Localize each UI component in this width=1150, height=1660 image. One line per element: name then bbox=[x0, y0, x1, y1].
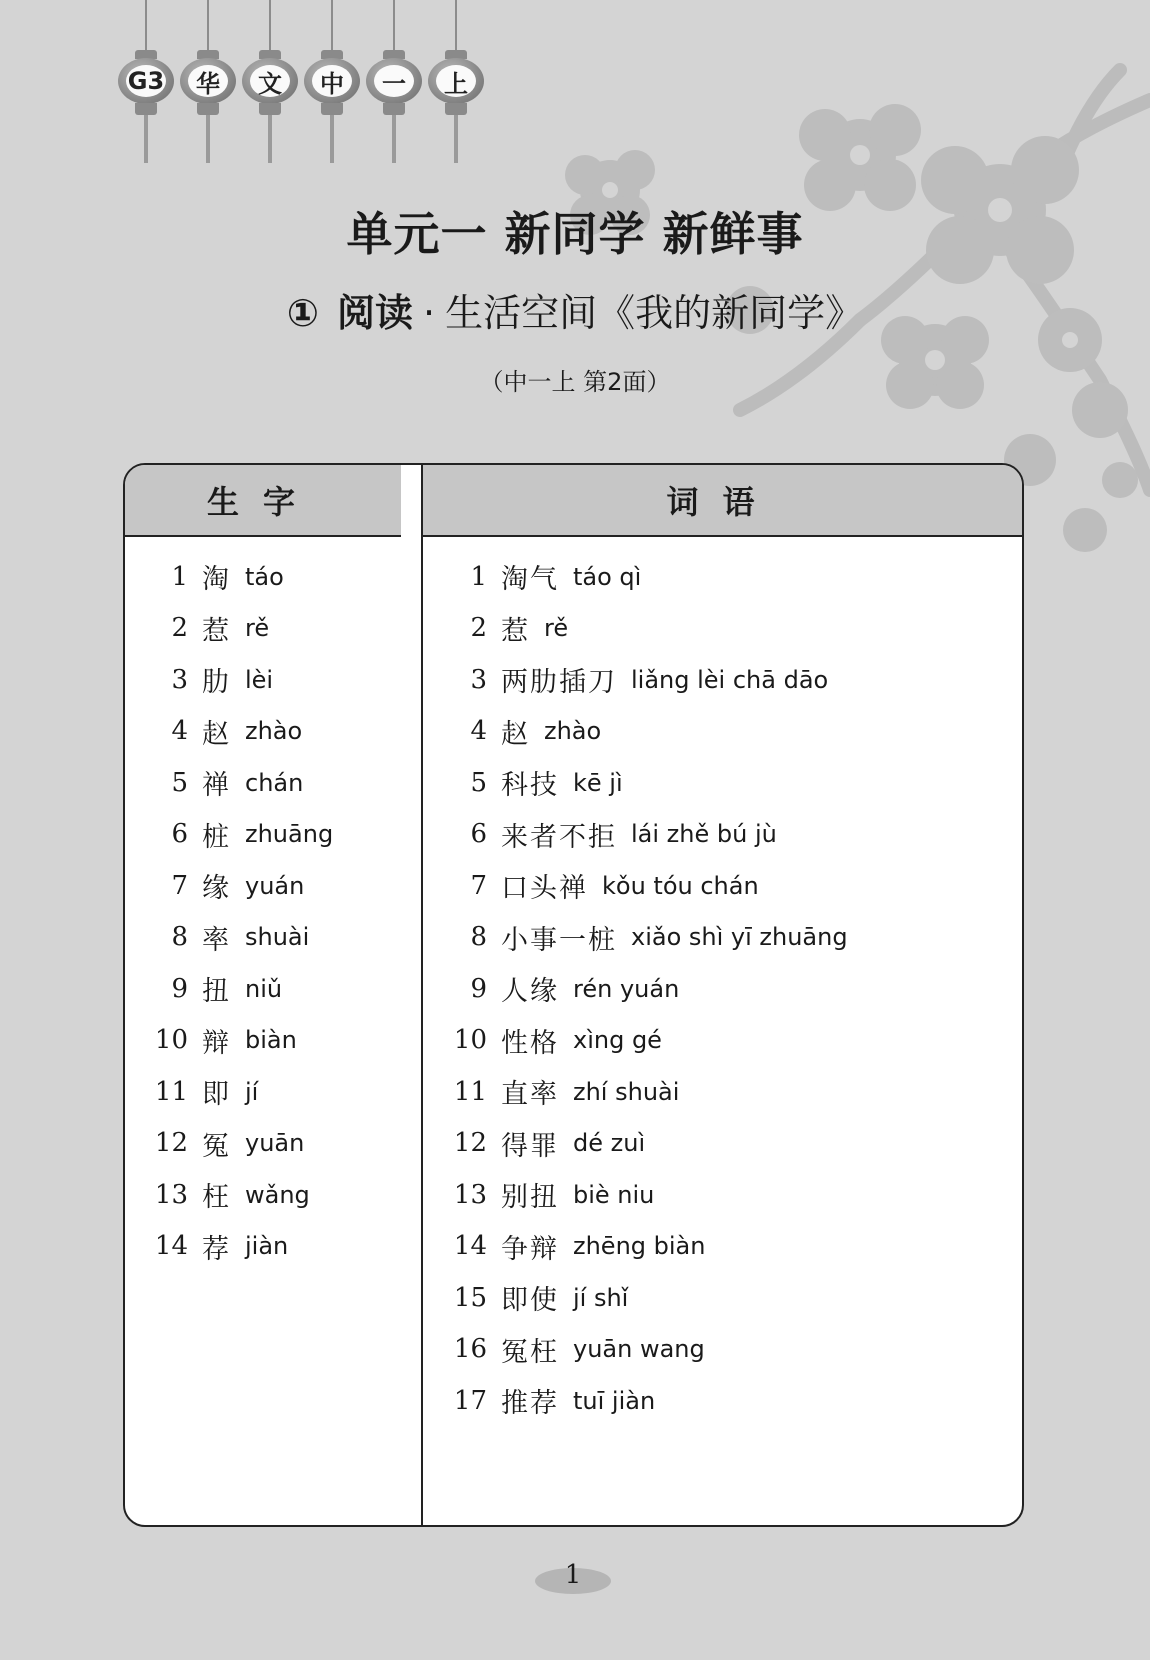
chinese-word: 惹 bbox=[501, 615, 530, 647]
chinese-word: 推荐 bbox=[501, 1388, 559, 1420]
pinyin: yuán bbox=[245, 871, 305, 900]
pinyin: niǔ bbox=[245, 974, 283, 1003]
item-number: 15 bbox=[453, 1282, 487, 1313]
pinyin: shuài bbox=[245, 923, 310, 952]
list-item bbox=[125, 1015, 421, 1067]
lantern bbox=[304, 0, 360, 165]
list-item bbox=[125, 1066, 421, 1118]
characters-list bbox=[125, 551, 421, 1272]
list-item bbox=[423, 757, 1022, 809]
list-item bbox=[125, 1169, 421, 1221]
chinese-word: 别扭 bbox=[501, 1182, 559, 1214]
list-item bbox=[423, 1015, 1022, 1067]
item-number: 17 bbox=[453, 1385, 487, 1416]
chinese-character: 荐 bbox=[202, 1233, 231, 1265]
item-number: 11 bbox=[453, 1076, 487, 1107]
item-number: 3 bbox=[470, 664, 487, 695]
pinyin: wǎng bbox=[245, 1180, 310, 1209]
item-number: 12 bbox=[453, 1128, 487, 1159]
list-item bbox=[125, 654, 421, 706]
item-number: 1 bbox=[470, 561, 487, 592]
chinese-word: 科技 bbox=[501, 770, 559, 802]
pinyin: dé zuì bbox=[573, 1129, 646, 1158]
level-badge-char: 一 bbox=[374, 65, 414, 97]
lesson-name: 生活空间《我的新同学》 bbox=[445, 291, 864, 335]
item-number: 14 bbox=[154, 1231, 188, 1262]
lantern-header bbox=[118, 0, 508, 165]
list-item bbox=[423, 654, 1022, 706]
pinyin: yuān bbox=[245, 1129, 305, 1158]
pinyin: biàn bbox=[245, 1026, 297, 1055]
chinese-character: 赵 bbox=[202, 718, 231, 750]
list-item bbox=[423, 809, 1022, 861]
item-number: 2 bbox=[171, 613, 188, 644]
chinese-character: 禅 bbox=[202, 770, 231, 802]
chinese-character: 惹 bbox=[202, 615, 231, 647]
chinese-word: 即使 bbox=[501, 1285, 559, 1317]
item-number: 13 bbox=[453, 1179, 487, 1210]
item-number: 7 bbox=[470, 870, 487, 901]
pinyin: zhí shuài bbox=[573, 1077, 680, 1106]
pinyin: lèi bbox=[245, 665, 274, 694]
words-list bbox=[423, 551, 1022, 1427]
list-item bbox=[125, 757, 421, 809]
pinyin: táo bbox=[245, 562, 284, 591]
vocabulary-table bbox=[123, 463, 1024, 1527]
characters-column bbox=[125, 465, 421, 1525]
pinyin: jí bbox=[245, 1077, 259, 1106]
words-column bbox=[423, 465, 1022, 1525]
pinyin: xìng gé bbox=[573, 1026, 662, 1055]
item-number: 6 bbox=[470, 819, 487, 850]
chinese-character: 辩 bbox=[202, 1027, 231, 1059]
item-number: 3 bbox=[171, 664, 188, 695]
pinyin: rě bbox=[245, 614, 270, 643]
pinyin: xiǎo shì yī zhuāng bbox=[631, 923, 848, 952]
chinese-word: 人缘 bbox=[501, 976, 559, 1008]
chinese-word: 来者不拒 bbox=[501, 821, 617, 853]
chinese-character: 肋 bbox=[202, 667, 231, 699]
item-number: 10 bbox=[154, 1025, 188, 1056]
list-item bbox=[423, 603, 1022, 655]
list-item bbox=[423, 912, 1022, 964]
pinyin: jiàn bbox=[245, 1232, 289, 1261]
list-item bbox=[125, 809, 421, 861]
separator-dot: · bbox=[423, 291, 436, 335]
chinese-word: 两肋插刀 bbox=[501, 667, 617, 699]
chinese-character: 扭 bbox=[202, 976, 231, 1008]
chinese-character: 桩 bbox=[202, 821, 231, 853]
chinese-word: 赵 bbox=[501, 718, 530, 750]
list-item bbox=[125, 603, 421, 655]
list-item bbox=[423, 1375, 1022, 1427]
list-item bbox=[423, 1272, 1022, 1324]
pinyin: rě bbox=[544, 614, 569, 643]
chinese-word: 淘气 bbox=[501, 564, 559, 596]
list-item bbox=[423, 963, 1022, 1015]
item-number: 1 bbox=[171, 561, 188, 592]
item-number: 13 bbox=[154, 1179, 188, 1210]
chinese-word: 口头禅 bbox=[501, 873, 588, 905]
lantern bbox=[366, 0, 422, 165]
level-badge-char: 中 bbox=[312, 65, 352, 97]
pinyin: tuī jiàn bbox=[573, 1386, 656, 1415]
item-number: 11 bbox=[154, 1076, 188, 1107]
chinese-word: 得罪 bbox=[501, 1130, 559, 1162]
list-item bbox=[125, 1118, 421, 1170]
pinyin: kē jì bbox=[573, 768, 623, 797]
pinyin: biè niu bbox=[573, 1180, 655, 1209]
pinyin: zhào bbox=[544, 717, 602, 746]
pinyin: liǎng lèi chā dāo bbox=[631, 665, 829, 694]
chinese-character: 缘 bbox=[202, 873, 231, 905]
item-number: 5 bbox=[171, 767, 188, 798]
list-item bbox=[423, 1324, 1022, 1376]
item-number: 8 bbox=[470, 922, 487, 953]
pinyin: zhuāng bbox=[245, 820, 334, 849]
pinyin: jí shǐ bbox=[573, 1283, 629, 1312]
item-number: 9 bbox=[470, 973, 487, 1004]
list-item bbox=[125, 912, 421, 964]
lantern bbox=[242, 0, 298, 165]
item-number: 4 bbox=[470, 716, 487, 747]
subject-badge-char: 华 bbox=[188, 65, 228, 97]
chinese-character: 枉 bbox=[202, 1182, 231, 1214]
item-number: 16 bbox=[453, 1334, 487, 1365]
lesson-title bbox=[0, 282, 1150, 337]
list-item bbox=[125, 551, 421, 603]
list-item bbox=[423, 1066, 1022, 1118]
chinese-word: 直率 bbox=[501, 1079, 559, 1111]
unit-title: 单元一 新同学 新鲜事 bbox=[346, 207, 804, 261]
subject-badge-char: 文 bbox=[250, 65, 290, 97]
chinese-character: 淘 bbox=[202, 564, 231, 596]
characters-header: 生字 bbox=[125, 465, 401, 537]
pinyin: zhào bbox=[245, 717, 303, 746]
page-number: 1 bbox=[564, 1560, 582, 1590]
chinese-character: 冤 bbox=[202, 1130, 231, 1162]
item-number: 4 bbox=[171, 716, 188, 747]
list-item bbox=[423, 1118, 1022, 1170]
pinyin: chán bbox=[245, 768, 304, 797]
item-number: 12 bbox=[154, 1128, 188, 1159]
page-reference: （中一上 第2面） bbox=[479, 368, 671, 396]
chinese-character: 即 bbox=[202, 1079, 231, 1111]
item-number: 14 bbox=[453, 1231, 487, 1262]
chinese-word: 小事一桩 bbox=[501, 924, 617, 956]
list-item bbox=[125, 963, 421, 1015]
chinese-character: 率 bbox=[202, 924, 231, 956]
pinyin: kǒu tóu chán bbox=[602, 871, 759, 900]
item-number: 5 bbox=[470, 767, 487, 798]
list-item bbox=[423, 551, 1022, 603]
lantern bbox=[180, 0, 236, 165]
list-item bbox=[423, 860, 1022, 912]
chinese-word: 性格 bbox=[501, 1027, 559, 1059]
pinyin: lái zhě bú jù bbox=[631, 820, 777, 849]
list-item bbox=[423, 706, 1022, 758]
chinese-word: 争辩 bbox=[501, 1233, 559, 1265]
item-number: 6 bbox=[171, 819, 188, 850]
lantern bbox=[118, 0, 174, 165]
lantern bbox=[428, 0, 484, 165]
lesson-number: ① bbox=[286, 291, 320, 335]
chinese-word: 冤枉 bbox=[501, 1336, 559, 1368]
lesson-kind: 阅读 bbox=[337, 291, 414, 335]
pinyin: zhēng biàn bbox=[573, 1232, 706, 1261]
item-number: 2 bbox=[470, 613, 487, 644]
grade-badge: G3 bbox=[127, 67, 165, 95]
list-item bbox=[423, 1221, 1022, 1273]
pinyin: rén yuán bbox=[573, 974, 680, 1003]
list-item bbox=[125, 706, 421, 758]
level-badge-char: 上 bbox=[436, 65, 476, 97]
pinyin: yuān wang bbox=[573, 1335, 705, 1364]
item-number: 7 bbox=[171, 870, 188, 901]
list-item bbox=[423, 1169, 1022, 1221]
pinyin: táo qì bbox=[573, 562, 642, 591]
item-number: 10 bbox=[453, 1025, 487, 1056]
list-item bbox=[125, 1221, 421, 1273]
item-number: 9 bbox=[171, 973, 188, 1004]
list-item bbox=[125, 860, 421, 912]
words-header: 词语 bbox=[423, 465, 1022, 537]
item-number: 8 bbox=[171, 922, 188, 953]
